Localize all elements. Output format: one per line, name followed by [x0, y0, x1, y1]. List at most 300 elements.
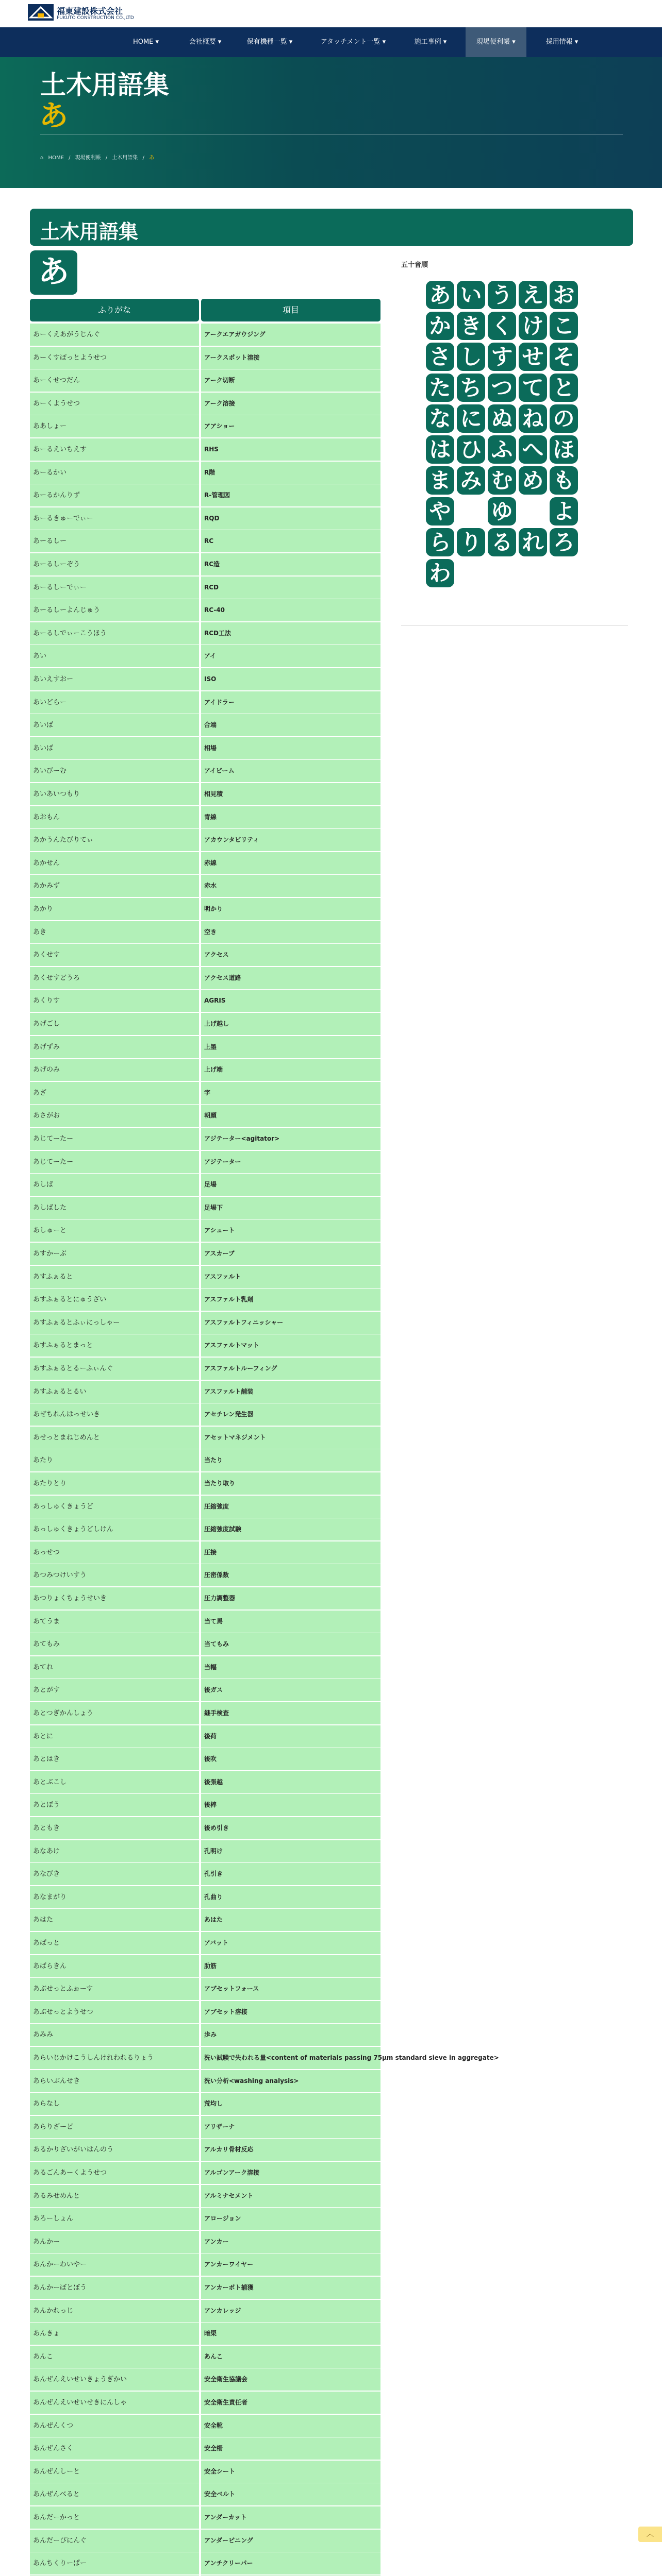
- term-cell: アセットマネジメント: [201, 1427, 380, 1449]
- table-row: [30, 737, 380, 760]
- kana-index-button[interactable]: す: [488, 343, 516, 371]
- furigana-cell: あとぼう: [30, 1794, 199, 1816]
- table-row: [30, 852, 380, 875]
- term-cell: アセチレン発生器: [201, 1403, 380, 1426]
- term-cell: アンダーカット: [201, 2506, 380, 2529]
- table-row: [30, 2185, 380, 2208]
- furigana-cell: あんかーわいやー: [30, 2253, 199, 2276]
- kana-index-button[interactable]: ふ: [488, 435, 516, 464]
- term-cell: 孔引き: [201, 1863, 380, 1885]
- main-nav: [0, 27, 662, 57]
- furigana-cell: あてれ: [30, 1656, 199, 1679]
- nav-recruit[interactable]: 採用情報 ▾: [545, 38, 578, 46]
- term-cell: アルカリ骨材反応: [201, 2139, 380, 2161]
- table-header: [30, 299, 380, 321]
- term-cell: アジテーター: [201, 1151, 380, 1173]
- furigana-cell: あせっとまねじめんと: [30, 1427, 199, 1449]
- table-row: [30, 553, 380, 576]
- breadcrumb-handbook[interactable]: 現場便利帳: [75, 155, 101, 161]
- nav-home[interactable]: HOME ▾: [133, 38, 159, 46]
- table-row: [30, 967, 380, 990]
- term-cell: 青線: [201, 806, 380, 828]
- table-row: [30, 898, 380, 921]
- table-row: [30, 484, 380, 507]
- table-row: [30, 1013, 380, 1036]
- furigana-cell: あんぜんしーと: [30, 2461, 199, 2483]
- term-cell: アバット: [201, 1932, 380, 1954]
- kana-index-button[interactable]: く: [488, 312, 516, 340]
- term-cell: 安全衛生責任者: [201, 2392, 380, 2414]
- breadcrumb-home[interactable]: HOME: [48, 155, 64, 161]
- furigana-cell: あーくせつだん: [30, 369, 199, 392]
- table-row: [30, 1955, 380, 1978]
- term-cell: 明かり: [201, 898, 380, 920]
- table-row: [30, 1105, 380, 1127]
- table-row: [30, 2506, 380, 2529]
- furigana-cell: あばらきん: [30, 1955, 199, 1977]
- furigana-cell: あすふぁるとまっと: [30, 1334, 199, 1357]
- term-cell: アシュート: [201, 1219, 380, 1242]
- furigana-cell: あろーしょん: [30, 2208, 199, 2230]
- kana-index-button[interactable]: の: [550, 404, 578, 433]
- term-cell: R-管理図: [201, 484, 380, 506]
- kana-index-button[interactable]: と: [550, 374, 578, 402]
- furigana-cell: あげごし: [30, 1013, 199, 1035]
- furigana-cell: あとはき: [30, 1748, 199, 1770]
- furigana-cell: あげずみ: [30, 1036, 199, 1058]
- table-row: [30, 1541, 380, 1564]
- furigana-cell: あらりざーど: [30, 2116, 199, 2138]
- table-row: [30, 2070, 380, 2093]
- kana-index-button[interactable]: そ: [550, 343, 578, 371]
- table-row: [30, 990, 380, 1012]
- furigana-cell: あすかーぶ: [30, 1243, 199, 1265]
- table-row: [30, 806, 380, 829]
- kana-index-button[interactable]: ぬ: [488, 404, 516, 433]
- furigana-cell: あしば: [30, 1174, 199, 1196]
- furigana-cell: あすふぁるとるーふぃんぐ: [30, 1358, 199, 1380]
- term-cell: アークエアガウジング: [201, 324, 380, 346]
- kana-index-button[interactable]: は: [426, 435, 454, 464]
- term-cell: 上げ端: [201, 1059, 380, 1081]
- furigana-cell: あんぜんさく: [30, 2437, 199, 2460]
- term-cell: RC-40: [201, 599, 380, 621]
- term-cell: あんこ: [201, 2346, 380, 2368]
- furigana-cell: あぱっと: [30, 1932, 199, 1954]
- table-row: [30, 1840, 380, 1863]
- table-row: [30, 1587, 380, 1610]
- section-kana-badge: あ: [30, 250, 77, 295]
- furigana-cell: あんちくりーぱー: [30, 2552, 199, 2574]
- table-row: [30, 1748, 380, 1771]
- term-cell: アンカーボト捕獲: [201, 2277, 380, 2299]
- furigana-cell: あとぶこし: [30, 1771, 199, 1793]
- term-cell: 後棒: [201, 1794, 380, 1816]
- furigana-cell: あーくすぽっとようせつ: [30, 347, 199, 369]
- term-cell: 字: [201, 1082, 380, 1104]
- table-row: [30, 530, 380, 553]
- term-cell: 当たり取り: [201, 1472, 380, 1495]
- kana-index-button[interactable]: よ: [550, 497, 578, 526]
- kana-index-button[interactable]: ほ: [550, 435, 578, 464]
- kana-index-button[interactable]: せ: [519, 343, 547, 371]
- table-row: [30, 1771, 380, 1794]
- table-row: [30, 1449, 380, 1472]
- furigana-cell: ああしょー: [30, 415, 199, 437]
- term-cell: アスファルトフィニッシャー: [201, 1312, 380, 1334]
- term-cell: 足場下: [201, 1197, 380, 1219]
- table-row: [30, 1725, 380, 1748]
- table-row: [30, 2277, 380, 2299]
- term-cell: アルゴンアーク溶接: [201, 2162, 380, 2184]
- furigana-cell: あかみず: [30, 875, 199, 897]
- table-row: [30, 2552, 380, 2575]
- term-cell: アーク溶接: [201, 393, 380, 415]
- table-row: [30, 2300, 380, 2323]
- table-row: [30, 1817, 380, 1840]
- furigana-cell: あっしゅくきょうど: [30, 1496, 199, 1518]
- kana-index-button[interactable]: し: [457, 343, 485, 371]
- furigana-cell: あともき: [30, 1817, 199, 1839]
- furigana-cell: あすふぁるとふぃにっしゃー: [30, 1312, 199, 1334]
- term-cell: 孔曲り: [201, 1886, 380, 1908]
- kana-index-button[interactable]: こ: [550, 312, 578, 340]
- furigana-cell: あいあいつもり: [30, 783, 199, 805]
- table-row: [30, 1381, 380, 1403]
- term-cell: RC造: [201, 553, 380, 575]
- furigana-cell: あなあけ: [30, 1840, 199, 1862]
- term-cell: アンカー: [201, 2231, 380, 2253]
- term-cell: アリザーナ: [201, 2116, 380, 2138]
- term-cell: 当たり: [201, 1449, 380, 1471]
- table-row: [30, 1289, 380, 1311]
- hero-title: 土木用語集: [40, 70, 169, 100]
- term-cell: アブセットフォース: [201, 1978, 380, 2000]
- term-cell: 圧密係数: [201, 1564, 380, 1586]
- table-row: [30, 438, 380, 461]
- company-name[interactable]: 福東建設株式会社: [57, 6, 123, 16]
- kana-index-button[interactable]: か: [426, 312, 454, 340]
- table-row: [30, 1518, 380, 1541]
- table-row: [30, 1656, 380, 1679]
- table-row: [30, 829, 380, 852]
- kana-index-button[interactable]: さ: [426, 343, 454, 371]
- nav-company[interactable]: 会社概要 ▾: [189, 38, 222, 46]
- furigana-cell: あぶせっとようせつ: [30, 2001, 199, 2023]
- kana-index-button[interactable]: り: [457, 528, 485, 556]
- table-row: [30, 462, 380, 484]
- furigana-cell: あーるしでぃーこうほう: [30, 622, 199, 645]
- furigana-cell: あるみせめんと: [30, 2185, 199, 2207]
- furigana-cell: あらなし: [30, 2093, 199, 2115]
- term-cell: 圧接: [201, 1541, 380, 1564]
- table-row: [30, 668, 380, 691]
- table-row: [30, 2162, 380, 2184]
- furigana-cell: あとがす: [30, 1679, 199, 1701]
- furigana-cell: あんだーぴにんぐ: [30, 2530, 199, 2552]
- breadcrumb: [40, 153, 157, 161]
- breadcrumb-glossary[interactable]: 土木用語集: [112, 155, 138, 161]
- furigana-cell: あみみ: [30, 2024, 199, 2046]
- kana-index-button[interactable]: け: [519, 312, 547, 340]
- kana-index-button[interactable]: ゆ: [488, 497, 516, 526]
- table-row: [30, 2253, 380, 2276]
- nav-cases[interactable]: 施工事例 ▾: [414, 38, 447, 46]
- table-row: [30, 1334, 380, 1357]
- table-row: [30, 1496, 380, 1518]
- table-row: [30, 2139, 380, 2161]
- table-row: [30, 622, 380, 645]
- kana-index-button[interactable]: れ: [519, 528, 547, 556]
- kana-index-button[interactable]: ま: [426, 466, 454, 495]
- kana-index-button[interactable]: う: [488, 281, 516, 309]
- term-cell: 後荷: [201, 1725, 380, 1748]
- term-cell: アイビーム: [201, 760, 380, 782]
- furigana-cell: あいえすおー: [30, 668, 199, 690]
- kana-index-button[interactable]: へ: [519, 435, 547, 464]
- term-cell: RCD工法: [201, 622, 380, 645]
- furigana-cell: あぶせっとふぉーす: [30, 1978, 199, 2000]
- furigana-cell: あぜちれんはっせいき: [30, 1403, 199, 1426]
- table-row: [30, 2346, 380, 2368]
- furigana-cell: あくりす: [30, 990, 199, 1012]
- term-cell: アイドラー: [201, 691, 380, 714]
- furigana-cell: あーるかんりず: [30, 484, 199, 506]
- page-hero: [0, 57, 662, 188]
- furigana-cell: あーるしーよんじゅう: [30, 599, 199, 621]
- term-cell: AGRIS: [201, 990, 380, 1012]
- table-row: [30, 645, 380, 668]
- table-row: [30, 2483, 380, 2506]
- term-cell: 洗い試験で失われる量<content of materials passing 75μm standard sieve in aggregate>: [201, 2047, 380, 2069]
- table-row: [30, 944, 380, 967]
- kana-index-button[interactable]: に: [457, 404, 485, 433]
- page-top-button[interactable]: ︿: [638, 2527, 662, 2542]
- term-cell: 相見積: [201, 783, 380, 805]
- kana-index-button[interactable]: な: [426, 404, 454, 433]
- furigana-cell: あーくようせつ: [30, 393, 199, 415]
- breadcrumb-current: あ: [149, 155, 155, 161]
- furigana-cell: あき: [30, 921, 199, 943]
- kana-index-button[interactable]: る: [488, 528, 516, 556]
- term-cell: RHS: [201, 438, 380, 461]
- furigana-cell: あい: [30, 645, 199, 667]
- furigana-cell: あなまがり: [30, 1886, 199, 1908]
- term-cell: 後吹: [201, 1748, 380, 1770]
- term-cell: アスファルト: [201, 1266, 380, 1288]
- table-row: [30, 577, 380, 599]
- furigana-cell: あくせすどうろ: [30, 967, 199, 989]
- furigana-cell: あいば: [30, 714, 199, 736]
- term-cell: 上げ越し: [201, 1013, 380, 1035]
- table-row: [30, 1174, 380, 1196]
- kana-index-button[interactable]: ろ: [550, 528, 578, 556]
- term-cell: アクセス: [201, 944, 380, 966]
- term-cell: 後め引き: [201, 1817, 380, 1839]
- section-title: 土木用語集: [40, 221, 139, 243]
- column-header-furigana: ふりがな: [30, 299, 199, 321]
- term-cell: 安全柵: [201, 2437, 380, 2460]
- term-cell: 歩み: [201, 2024, 380, 2046]
- nav-attachments[interactable]: アタッチメント一覧 ▾: [320, 38, 386, 46]
- table-row: [30, 1197, 380, 1219]
- kana-index-button[interactable]: え: [519, 281, 547, 309]
- table-row: [30, 2116, 380, 2139]
- furigana-cell: あなびき: [30, 1863, 199, 1885]
- term-cell: 後張越: [201, 1771, 380, 1793]
- term-cell: ISO: [201, 668, 380, 690]
- table-row: [30, 507, 380, 530]
- furigana-cell: あんぜんべると: [30, 2483, 199, 2505]
- furigana-cell: あつりょくちょうせいき: [30, 1587, 199, 1609]
- furigana-cell: あはた: [30, 1909, 199, 1931]
- furigana-cell: あくせす: [30, 944, 199, 966]
- furigana-cell: あかり: [30, 898, 199, 920]
- table-row: [30, 599, 380, 622]
- term-cell: アーク切断: [201, 369, 380, 392]
- furigana-cell: あかうんたびりてぃ: [30, 829, 199, 851]
- furigana-cell: あーるしーぞう: [30, 553, 199, 575]
- furigana-cell: あすふぁると: [30, 1266, 199, 1288]
- kana-index-button[interactable]: て: [519, 374, 547, 402]
- furigana-cell: あんかー: [30, 2231, 199, 2253]
- kana-index-button[interactable]: む: [488, 466, 516, 495]
- table-row: [30, 2368, 380, 2391]
- term-cell: RC: [201, 530, 380, 552]
- table-row: [30, 1036, 380, 1059]
- kana-index-button[interactable]: め: [519, 466, 547, 495]
- table-row: [30, 1702, 380, 1725]
- kana-index-button[interactable]: い: [457, 281, 485, 309]
- table-row: [30, 1358, 380, 1380]
- term-cell: 上墨: [201, 1036, 380, 1058]
- table-row: [30, 1243, 380, 1265]
- kana-index-button[interactable]: お: [550, 281, 578, 309]
- furigana-cell: あさがお: [30, 1105, 199, 1127]
- table-row: [30, 2001, 380, 2024]
- term-cell: 相場: [201, 737, 380, 759]
- table-row: [30, 1427, 380, 1449]
- furigana-cell: あんだーかっと: [30, 2506, 199, 2529]
- breadcrumb-sep-icon: /: [69, 155, 71, 161]
- gojuon-index: [401, 259, 628, 630]
- term-cell: 安全靴: [201, 2415, 380, 2437]
- furigana-cell: あんぜんくつ: [30, 2415, 199, 2437]
- table-row: [30, 1059, 380, 1081]
- table-row: [30, 347, 380, 369]
- furigana-cell: あるかりざいがいはんのう: [30, 2139, 199, 2161]
- term-cell: 安全ベルト: [201, 2483, 380, 2505]
- furigana-cell: あんぜんえいせいきょうぎかい: [30, 2368, 199, 2391]
- kana-index-button[interactable]: き: [457, 312, 485, 340]
- table-row: [30, 1679, 380, 1702]
- kana-index-button[interactable]: ら: [426, 528, 454, 556]
- table-row: [30, 2093, 380, 2115]
- furigana-cell: あすふぁるとにゅうざい: [30, 1289, 199, 1311]
- nav-handbook[interactable]: 現場便利帳 ▾: [466, 27, 526, 57]
- term-cell: アクセス道路: [201, 967, 380, 989]
- furigana-cell: あいどらー: [30, 691, 199, 714]
- term-cell: 足場: [201, 1174, 380, 1196]
- term-cell: アイ: [201, 645, 380, 667]
- table-row: [30, 1932, 380, 1955]
- furigana-cell: あじてーたー: [30, 1128, 199, 1150]
- furigana-cell: あーるかい: [30, 462, 199, 484]
- furigana-cell: あんかーぼとぼう: [30, 2277, 199, 2299]
- kana-index-button[interactable]: ひ: [457, 435, 485, 464]
- table-row: [30, 2208, 380, 2230]
- term-cell: アロージョン: [201, 2208, 380, 2230]
- term-cell: アカウンタビリティ: [201, 829, 380, 851]
- table-row: [30, 1978, 380, 2001]
- nav-machines[interactable]: 保有機種一覧 ▾: [246, 38, 293, 46]
- term-cell: アスファルト乳剤: [201, 1289, 380, 1311]
- term-cell: 赤線: [201, 852, 380, 874]
- furigana-cell: あっせつ: [30, 1541, 199, 1564]
- term-cell: 圧縮強度: [201, 1496, 380, 1518]
- furigana-cell: あーるしーでぃー: [30, 577, 199, 599]
- kana-index-button[interactable]: つ: [488, 374, 516, 402]
- kana-index-button[interactable]: み: [457, 466, 485, 495]
- term-cell: 安全衛生協議会: [201, 2368, 380, 2391]
- table-row: [30, 2323, 380, 2345]
- kana-index-button[interactable]: も: [550, 466, 578, 495]
- company-logo[interactable]: [28, 4, 54, 21]
- term-cell: 朝顔: [201, 1105, 380, 1127]
- furigana-cell: あすふぁるとるい: [30, 1381, 199, 1403]
- site-header: [0, 0, 662, 27]
- column-header-term: 項目: [201, 299, 380, 321]
- breadcrumb-sep-icon: /: [105, 155, 108, 161]
- kana-index-button[interactable]: ち: [457, 374, 485, 402]
- kana-index-button[interactable]: あ: [426, 281, 454, 309]
- table-row: [30, 2415, 380, 2437]
- furigana-cell: あっしゅくきょうどしけん: [30, 1518, 199, 1540]
- term-cell: アスファルトルーフィング: [201, 1358, 380, 1380]
- hero-kana: あ: [39, 99, 68, 133]
- term-cell: R階: [201, 462, 380, 484]
- term-cell: 赤水: [201, 875, 380, 897]
- table-row: [30, 1886, 380, 1909]
- term-cell: あはた: [201, 1909, 380, 1931]
- table-row: [30, 921, 380, 944]
- kana-index-button[interactable]: や: [426, 497, 454, 526]
- furigana-cell: あてもみ: [30, 1633, 199, 1655]
- kana-index-button[interactable]: た: [426, 374, 454, 402]
- company-name-en: FUKUTO CONSTRUCTION CO.,LTD: [57, 15, 134, 21]
- furigana-cell: あんこ: [30, 2346, 199, 2368]
- kana-index-button[interactable]: ね: [519, 404, 547, 433]
- table-row: [30, 2047, 499, 2070]
- furigana-cell: あとつぎかんしょう: [30, 1702, 199, 1724]
- term-cell: 圧縮強度試験: [201, 1518, 380, 1540]
- table-row: [30, 2024, 380, 2046]
- term-cell: アルミナセメント: [201, 2185, 380, 2207]
- furigana-cell: あーるえいちえす: [30, 438, 199, 461]
- table-row: [30, 1564, 380, 1587]
- term-cell: 圧力調整器: [201, 1587, 380, 1609]
- home-icon[interactable]: ⌂: [40, 155, 44, 161]
- term-cell: アアショー: [201, 415, 380, 437]
- table-row: [30, 1219, 380, 1242]
- table-row: [30, 393, 380, 415]
- term-cell: RQD: [201, 507, 380, 530]
- furigana-cell: あじてーたー: [30, 1151, 199, 1173]
- gojuon-title: 五十音順: [401, 261, 428, 269]
- kana-index-button[interactable]: わ: [426, 559, 454, 587]
- term-cell: 荒均し: [201, 2093, 380, 2115]
- table-row: [30, 1909, 380, 1931]
